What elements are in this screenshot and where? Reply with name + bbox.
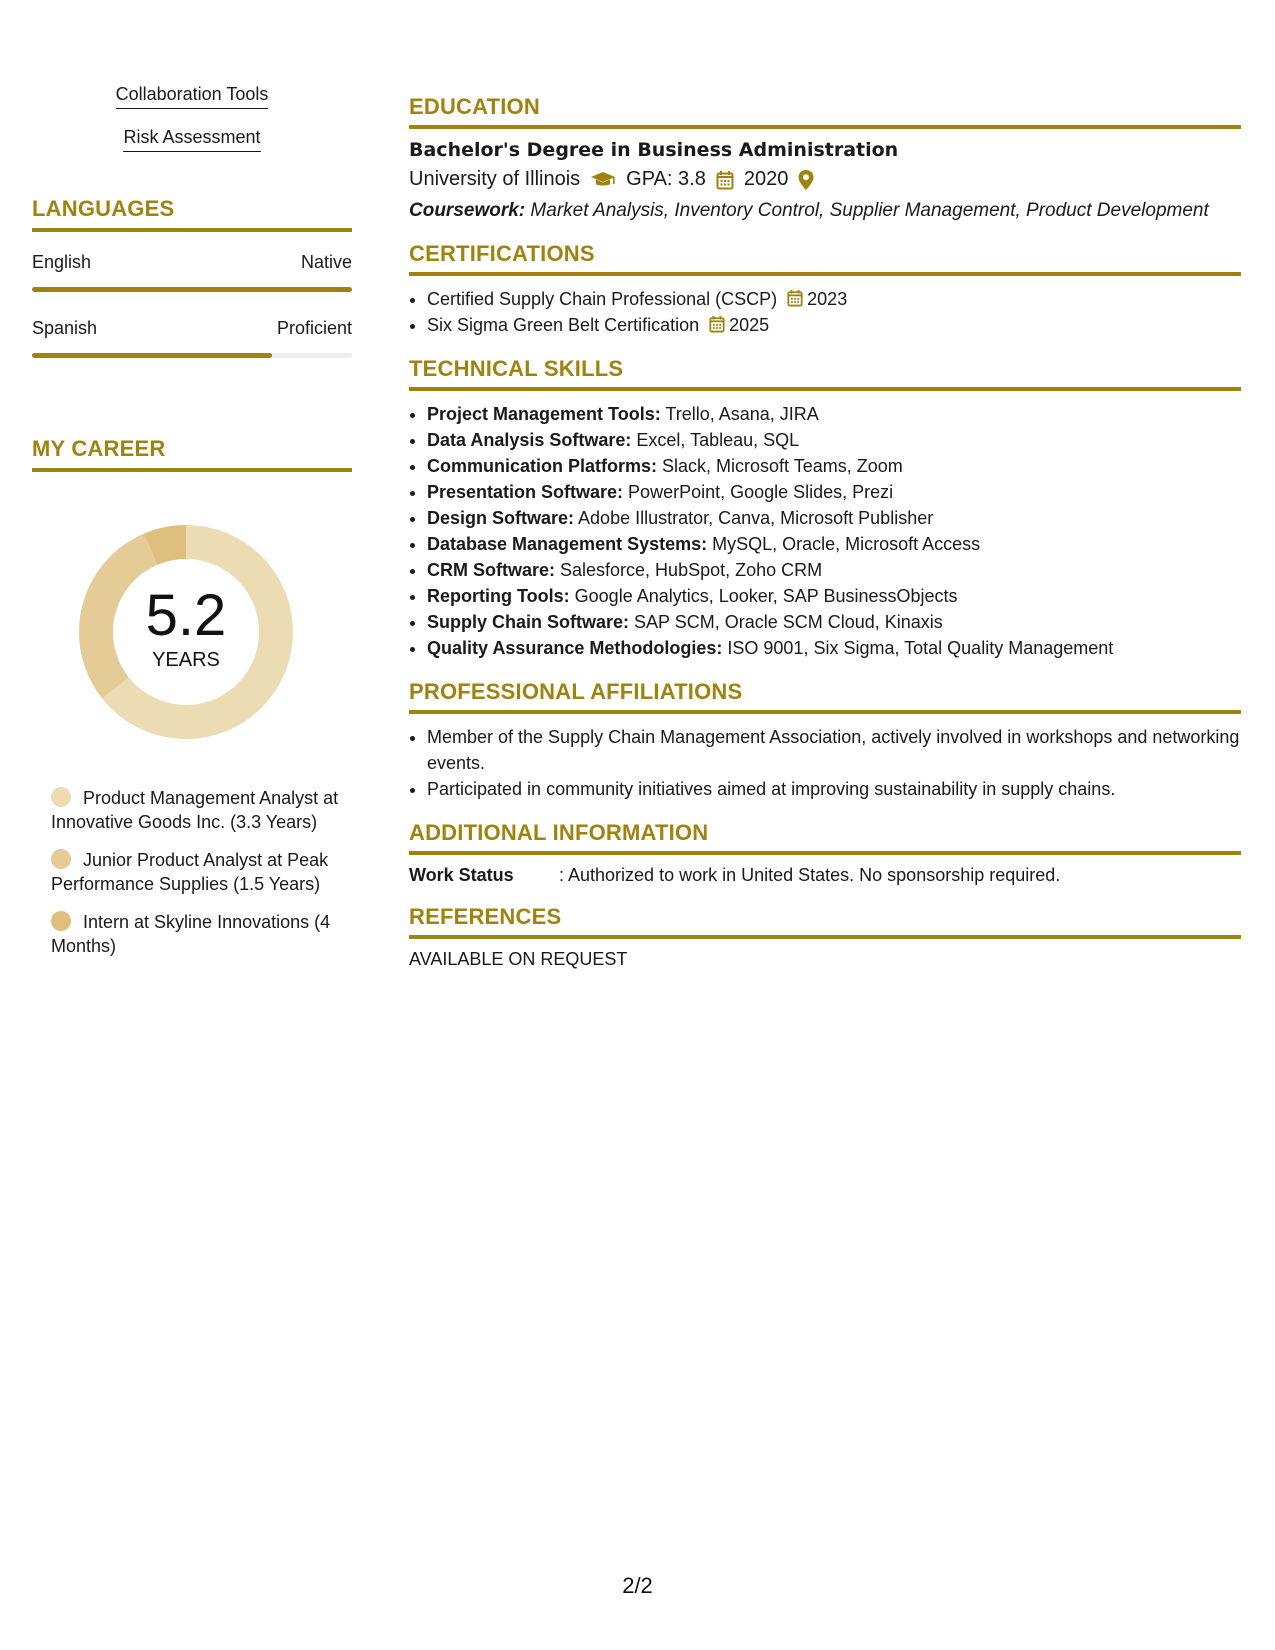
calendar-icon [716, 170, 734, 190]
left-column [32, 84, 352, 972]
skill-values: Google Analytics, Looker, SAP BusinessObjects [569, 586, 958, 606]
language-row [32, 318, 352, 339]
calendar-icon [709, 315, 725, 333]
skill-tag: Risk Assessment [123, 127, 260, 152]
skill-values: Salesforce, HubSpot, Zoho CRM [555, 560, 823, 580]
skill-category: Database Management Systems: [427, 534, 708, 554]
affiliation-item: • Member of the Supply Chain Management Association, actively involved in workshops and networking events. [427, 724, 1241, 776]
technical-skills-list [409, 401, 1241, 661]
certification-year: 2023 [807, 289, 848, 309]
language-level: Proficient [276, 318, 352, 338]
certification-year: 2025 [729, 315, 770, 335]
career-years-unit: YEARS [152, 648, 220, 671]
school-name: University of Illinois [409, 168, 581, 190]
skill-category: Data Analysis Software: [427, 430, 632, 450]
coursework-label: Coursework: [409, 200, 526, 221]
languages-list [32, 252, 352, 358]
gpa: GPA: 3.8 [626, 168, 706, 190]
career-legend-label: Product Management Analyst at Innovative Goods Inc. (3.3 Years) [51, 788, 339, 832]
language-level-bar [32, 287, 352, 292]
legend-dot [51, 849, 71, 869]
certification-item [427, 286, 1241, 312]
skill-item [427, 531, 1241, 557]
skill-category: Supply Chain Software: [427, 612, 630, 632]
skill-category: Quality Assurance Methodologies: [427, 638, 723, 658]
language-item [32, 252, 352, 292]
skill-item [427, 401, 1241, 427]
affiliations-title: PROFESSIONAL AFFILIATIONS [409, 679, 1241, 714]
career-legend-item [51, 910, 341, 958]
career-legend-item [51, 848, 341, 896]
language-row [32, 252, 352, 273]
skill-item [427, 427, 1241, 453]
skill-values: Adobe Illustrator, Canva, Microsoft Publisher [574, 508, 934, 528]
technical-skills-title: TECHNICAL SKILLS [409, 356, 1241, 391]
skill-item [427, 583, 1241, 609]
work-status-row [409, 865, 1241, 886]
degree-title: Bachelor's Degree in Business Administration [409, 139, 899, 161]
legend-dot [51, 787, 71, 807]
skill-item [427, 505, 1241, 531]
certifications-section [409, 241, 1241, 338]
skill-values: SAP SCM, Oracle SCM Cloud, Kinaxis [629, 612, 943, 632]
certifications-title: CERTIFICATIONS [409, 241, 1241, 276]
language-level-bar [32, 353, 352, 358]
career-legend-item [51, 786, 341, 834]
legend-dot [51, 911, 71, 931]
language-level: Native [300, 252, 352, 272]
calendar-icon [787, 289, 803, 307]
language-name: English [32, 252, 92, 272]
career-legend [51, 786, 341, 958]
map-pin-icon [798, 170, 814, 190]
certification-name: Six Sigma Green Belt Certification [427, 315, 700, 335]
references-title: REFERENCES [409, 904, 1241, 939]
donut-center [66, 512, 306, 752]
work-status-label: Work Status [409, 865, 514, 885]
work-status-value: : Authorized to work in United States. No sponsorship required. [559, 865, 1061, 885]
coursework [409, 199, 1241, 223]
skill-values: Excel, Tableau, SQL [631, 430, 800, 450]
skill-category: CRM Software: [427, 560, 556, 580]
references-text: AVAILABLE ON REQUEST [409, 949, 628, 969]
graduation-year: 2020 [743, 168, 789, 190]
skill-item [427, 635, 1241, 661]
additional-info-title: ADDITIONAL INFORMATION [409, 820, 1241, 855]
education-meta [409, 168, 1241, 191]
additional-info-section [409, 820, 1241, 886]
technical-skills-section [409, 356, 1241, 661]
skill-category: Presentation Software: [427, 482, 624, 502]
skill-item [427, 479, 1241, 505]
career-total-years: 5.2 [145, 582, 227, 648]
affiliations-section [409, 679, 1241, 802]
skill-item [427, 453, 1241, 479]
certification-name: Certified Supply Chain Professional (CSCP) [427, 289, 778, 309]
language-level-fill [32, 353, 272, 358]
skill-values: ISO 9001, Six Sigma, Total Quality Management [722, 638, 1114, 658]
career-section [32, 436, 352, 958]
skill-category: Communication Platforms: [427, 456, 658, 476]
education-title: EDUCATION [409, 94, 1241, 129]
skill-values: Slack, Microsoft Teams, Zoom [657, 456, 903, 476]
skill-values: MySQL, Oracle, Microsoft Access [707, 534, 981, 554]
skill-category: Reporting Tools: [427, 586, 570, 606]
career-legend-label: Junior Product Analyst at Peak Performance Supplies (1.5 Years) [51, 850, 329, 894]
certifications-list [409, 286, 1241, 338]
graduation-cap-icon [590, 171, 616, 189]
coursework-list: Market Analysis, Inventory Control, Supplier Management, Product Development [525, 200, 1209, 221]
skill-category: Design Software: [427, 508, 575, 528]
affiliations-list [409, 724, 1241, 802]
language-name: Spanish [32, 318, 98, 338]
skill-tag: Collaboration Tools [116, 84, 269, 109]
languages-section [32, 196, 352, 358]
references-section [409, 904, 1241, 970]
education-section [409, 94, 1241, 223]
language-level-fill [32, 287, 352, 292]
right-column [409, 94, 1241, 988]
skill-values: Trello, Asana, JIRA [660, 404, 819, 424]
page-number: 2/2 [622, 1573, 653, 1598]
career-donut-chart [66, 512, 306, 752]
skill-values: PowerPoint, Google Slides, Prezi [623, 482, 894, 502]
skill-category: Project Management Tools: [427, 404, 661, 424]
certification-item [427, 312, 1241, 338]
career-legend-label: Intern at Skyline Innovations (4 Months) [51, 912, 331, 956]
affiliation-item: • Participated in community initiatives aimed at improving sustainability in supply chains. [427, 776, 1241, 802]
skill-item [427, 609, 1241, 635]
skill-item [427, 557, 1241, 583]
career-title: MY CAREER [32, 436, 352, 472]
skill-tags [32, 84, 352, 170]
languages-title: LANGUAGES [32, 196, 352, 232]
language-item [32, 318, 352, 358]
